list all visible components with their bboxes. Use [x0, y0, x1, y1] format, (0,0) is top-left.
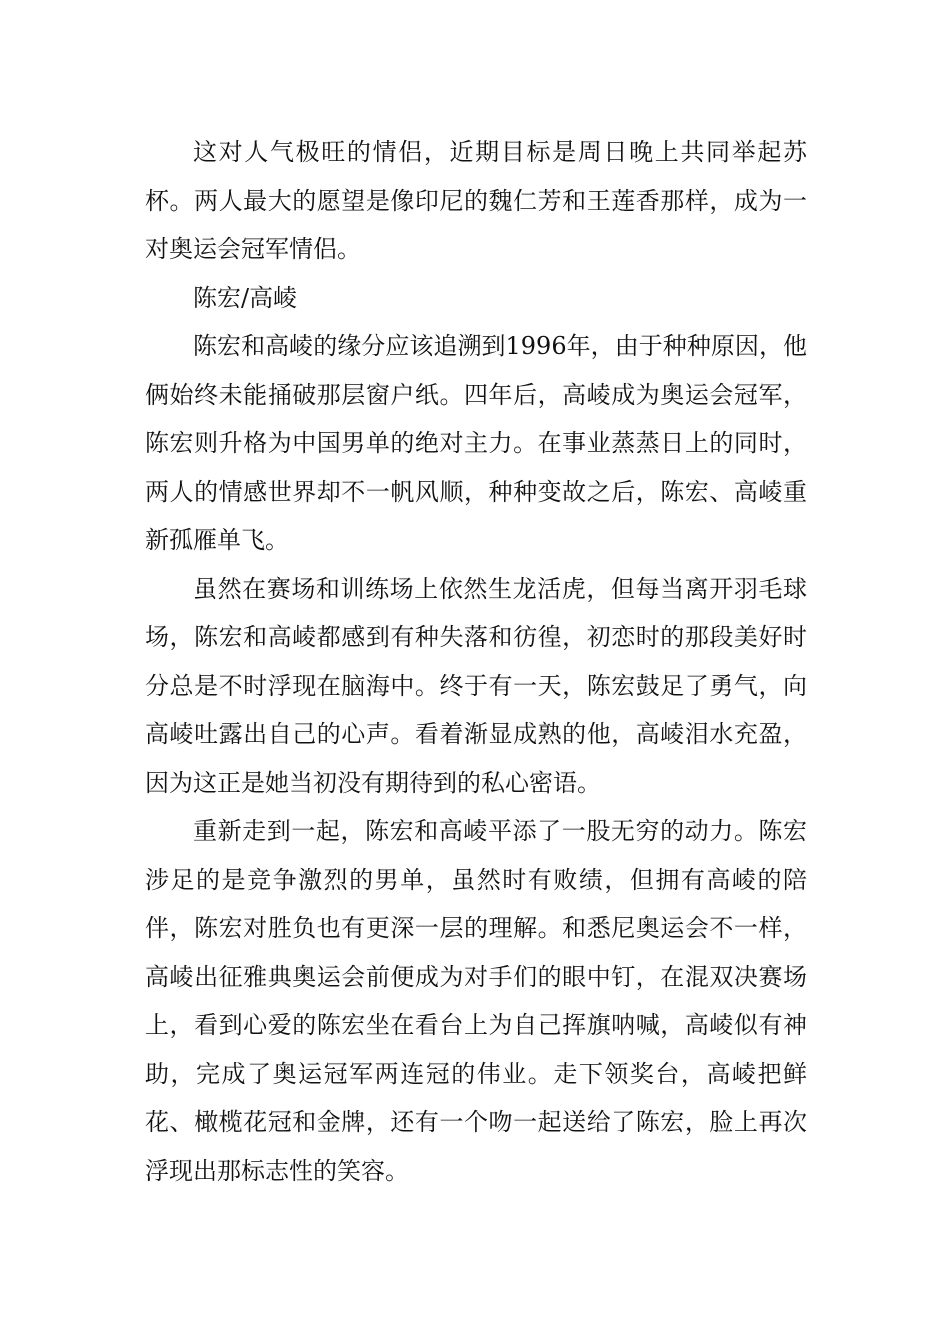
section-heading: 陈宏/高崚	[193, 283, 298, 312]
paragraph-reunion: 虽然在赛场和训练场上依然生龙活虎，但每当离开羽毛球场，陈宏和高崚都感到有种失落和彷徨，初恋时的那段美好时分总是不时浮现在脑海中。终于有一天，陈宏鼓足了勇气，向高崚吐露出自己的心声。看着渐显成熟的他，高崚泪水充盈，因为这正是她当初没有期待到的私心密语。	[145, 574, 807, 797]
paragraph-history: 陈宏和高崚的缘分应该追溯到1996年，由于种种原因，他俩始终未能捅破那层窗户纸。四年后，高崚成为奥运会冠军，陈宏则升格为中国男单的绝对主力。在事业蒸蒸日上的同时，两人的情感世界却不一帆风顺，种种变故之后，陈宏、高崚重新孤雁单飞。	[145, 332, 807, 554]
paragraph-intro: 这对人气极旺的情侣，近期目标是周日晚上共同举起苏杯。两人最大的愿望是像印尼的魏仁芳和王莲香那样，成为一对奥运会冠军情侣。	[145, 138, 807, 263]
document-page	[145, 128, 807, 1195]
paragraph-olympics: 重新走到一起，陈宏和高崚平添了一股无穷的动力。陈宏涉足的是竞争激烈的男单，虽然时有败绩，但拥有高崚的陪伴，陈宏对胜负也有更深一层的理解。和悉尼奥运会不一样，高崚出征雅典奥运会前便成为对手们的眼中钉，在混双决赛场上，看到心爱的陈宏坐在看台上为自己挥旗呐喊，高崚似有神助，完成了奥运冠军两连冠的伟业。走下领奖台，高崚把鲜花、橄榄花冠和金牌，还有一个吻一起送给了陈宏，脸上再次浮现出那标志性的笑容。	[145, 817, 807, 1185]
